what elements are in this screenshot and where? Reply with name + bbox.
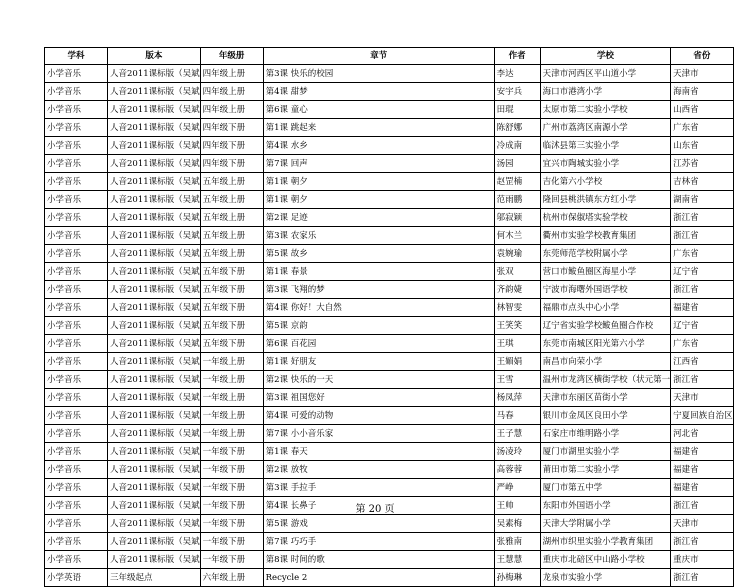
cell-chapter: 第1课 跳起来 — [263, 119, 494, 137]
cell-edition: 人音2011课标版（吴斌 — [108, 281, 201, 299]
cell-grade-volume: 五年级上册 — [200, 173, 263, 191]
cell-author: 何木兰 — [494, 227, 540, 245]
cell-province: 天津市 — [671, 65, 734, 83]
cell-school: 吉化第六小学校 — [540, 173, 671, 191]
cell-grade-volume: 一年级上册 — [200, 425, 263, 443]
cell-subject: 小学音乐 — [45, 137, 108, 155]
cell-school: 银川市金凤区良田小学 — [540, 407, 671, 425]
cell-subject: 小学音乐 — [45, 533, 108, 551]
cell-school: 辽宁省实验学校鲅鱼圈合作校 — [540, 317, 671, 335]
cell-school: 营口市鲅鱼圈区海星小学 — [540, 263, 671, 281]
cell-province: 吉林省 — [671, 173, 734, 191]
cell-subject: 小学音乐 — [45, 479, 108, 497]
cell-chapter: 第3课 农家乐 — [263, 227, 494, 245]
cell-chapter: 第3课 飞翔的梦 — [263, 281, 494, 299]
cell-grade-volume: 一年级下册 — [200, 443, 263, 461]
cell-chapter: 第8课 时间的歌 — [263, 551, 494, 569]
cell-province: 辽宁省 — [671, 263, 734, 281]
cell-chapter: 第4课 长鼻子 — [263, 497, 494, 515]
cell-author: 王笑笑 — [494, 317, 540, 335]
cell-subject: 小学音乐 — [45, 209, 108, 227]
cell-author: 李达 — [494, 65, 540, 83]
table-row — [45, 209, 734, 227]
cell-edition: 人音2011课标版（吴斌 — [108, 83, 201, 101]
cell-author: 王子慧 — [494, 425, 540, 443]
cell-edition: 人音2011课标版（吴斌 — [108, 335, 201, 353]
cell-grade-volume: 四年级上册 — [200, 83, 263, 101]
cell-chapter: 第4课 你好！大自然 — [263, 299, 494, 317]
cell-subject: 小学音乐 — [45, 515, 108, 533]
cell-author: 严峥 — [494, 479, 540, 497]
cell-grade-volume: 五年级下册 — [200, 281, 263, 299]
cell-province: 浙江省 — [671, 371, 734, 389]
cell-school: 临沭县第三实验小学 — [540, 137, 671, 155]
cell-chapter: 第2课 快乐的一天 — [263, 371, 494, 389]
cell-school: 海口市港湾小学 — [540, 83, 671, 101]
cell-province: 天津市 — [671, 515, 734, 533]
table-row — [45, 389, 734, 407]
cell-edition: 人音2011课标版（吴斌 — [108, 533, 201, 551]
table-row — [45, 191, 734, 209]
cell-school: 天津大学附属小学 — [540, 515, 671, 533]
cell-school: 杭州市保俶塔实验学校 — [540, 209, 671, 227]
cell-grade-volume: 四年级上册 — [200, 101, 263, 119]
cell-author: 陈舒娜 — [494, 119, 540, 137]
cell-subject: 小学音乐 — [45, 425, 108, 443]
cell-province: 海南省 — [671, 83, 734, 101]
cell-edition: 人音2011课标版（吴斌 — [108, 425, 201, 443]
cell-grade-volume: 一年级上册 — [200, 353, 263, 371]
cell-chapter: 第1课 朝夕 — [263, 173, 494, 191]
cell-author: 冷成南 — [494, 137, 540, 155]
table-row — [45, 317, 734, 335]
table-row — [45, 299, 734, 317]
cell-grade-volume: 五年级下册 — [200, 317, 263, 335]
cell-subject: 小学音乐 — [45, 353, 108, 371]
cell-school: 隆回县桃洪镇东方红小学 — [540, 191, 671, 209]
column-header-province: 省份 — [671, 48, 734, 65]
cell-subject: 小学音乐 — [45, 461, 108, 479]
cell-province: 福建省 — [671, 461, 734, 479]
cell-subject: 小学音乐 — [45, 497, 108, 515]
cell-grade-volume: 一年级下册 — [200, 515, 263, 533]
cell-school: 天津市河西区平山道小学 — [540, 65, 671, 83]
cell-edition: 人音2011课标版（吴斌 — [108, 515, 201, 533]
cell-province: 湖南省 — [671, 191, 734, 209]
cell-province: 浙江省 — [671, 209, 734, 227]
cell-subject: 小学英语 — [45, 569, 108, 587]
cell-school: 龙泉市实验小学 — [540, 569, 671, 587]
cell-province: 重庆市 — [671, 551, 734, 569]
cell-province: 福建省 — [671, 479, 734, 497]
cell-school: 广州市荔湾区南源小学 — [540, 119, 671, 137]
cell-chapter: 第6课 童心 — [263, 101, 494, 119]
cell-chapter: 第1课 春景 — [263, 263, 494, 281]
cell-author: 赵罡楠 — [494, 173, 540, 191]
table-row — [45, 479, 734, 497]
cell-subject: 小学音乐 — [45, 371, 108, 389]
page-number: 第 20 页 — [355, 504, 395, 515]
cell-school: 福鼎市点头中心小学 — [540, 299, 671, 317]
cell-grade-volume: 五年级上册 — [200, 191, 263, 209]
cell-edition: 人音2011课标版（吴斌 — [108, 119, 201, 137]
cell-grade-volume: 五年级下册 — [200, 335, 263, 353]
cell-grade-volume: 四年级下册 — [200, 155, 263, 173]
cell-province: 浙江省 — [671, 281, 734, 299]
cell-province: 广东省 — [671, 245, 734, 263]
cell-edition: 人音2011课标版（吴斌 — [108, 479, 201, 497]
cell-province: 辽宁省 — [671, 317, 734, 335]
cell-author: 张雅南 — [494, 533, 540, 551]
cell-province: 福建省 — [671, 443, 734, 461]
cell-edition: 三年级起点 — [108, 569, 201, 587]
cell-subject: 小学音乐 — [45, 335, 108, 353]
cell-school: 南昌市向荣小学 — [540, 353, 671, 371]
cell-edition: 人音2011课标版（吴斌 — [108, 245, 201, 263]
cell-chapter: 第7课 巧巧手 — [263, 533, 494, 551]
cell-chapter: 第7课 小小音乐家 — [263, 425, 494, 443]
cell-province: 河北省 — [671, 425, 734, 443]
cell-subject: 小学音乐 — [45, 227, 108, 245]
cell-grade-volume: 六年级上册 — [200, 569, 263, 587]
cell-subject: 小学音乐 — [45, 191, 108, 209]
cell-school: 宁波市海曙外国语学校 — [540, 281, 671, 299]
cell-grade-volume: 四年级下册 — [200, 119, 263, 137]
column-header-edition: 版本 — [108, 48, 201, 65]
cell-edition: 人音2011课标版（吴斌 — [108, 443, 201, 461]
cell-grade-volume: 五年级上册 — [200, 227, 263, 245]
cell-subject: 小学音乐 — [45, 245, 108, 263]
table-row — [45, 335, 734, 353]
cell-subject: 小学音乐 — [45, 119, 108, 137]
table-row — [45, 371, 734, 389]
cell-grade-volume: 五年级下册 — [200, 299, 263, 317]
cell-chapter: 第2课 放牧 — [263, 461, 494, 479]
table-row — [45, 137, 734, 155]
cell-grade-volume: 四年级上册 — [200, 65, 263, 83]
table-row — [45, 263, 734, 281]
cell-province: 福建省 — [671, 299, 734, 317]
cell-subject: 小学音乐 — [45, 551, 108, 569]
cell-author: 安宇兵 — [494, 83, 540, 101]
cell-chapter: 第4课 可爱的动物 — [263, 407, 494, 425]
table-row — [45, 281, 734, 299]
cell-author: 齐韵婕 — [494, 281, 540, 299]
cell-province: 江苏省 — [671, 155, 734, 173]
table-row — [45, 551, 734, 569]
cell-school: 温州市龙湾区横街学校（状元第一 — [540, 371, 671, 389]
cell-subject: 小学音乐 — [45, 173, 108, 191]
cell-chapter: 第4课 水乡 — [263, 137, 494, 155]
cell-chapter: 第1课 春天 — [263, 443, 494, 461]
cell-school: 重庆市北碚区中山路小学校 — [540, 551, 671, 569]
cell-edition: 人音2011课标版（吴斌 — [108, 65, 201, 83]
cell-edition: 人音2011课标版（吴斌 — [108, 299, 201, 317]
cell-chapter: Recycle 2 — [263, 569, 494, 587]
cell-school: 石家庄市维明路小学 — [540, 425, 671, 443]
cell-grade-volume: 一年级上册 — [200, 389, 263, 407]
cell-edition: 人音2011课标版（吴斌 — [108, 389, 201, 407]
cell-author: 王慧慧 — [494, 551, 540, 569]
table-row — [45, 443, 734, 461]
cell-author: 袁婉瑜 — [494, 245, 540, 263]
cell-grade-volume: 一年级下册 — [200, 551, 263, 569]
cell-school: 宜兴市陶城实验小学 — [540, 155, 671, 173]
cell-school: 衢州市实验学校教育集团 — [540, 227, 671, 245]
cell-province: 浙江省 — [671, 497, 734, 515]
cell-school: 厦门市湖里实验小学 — [540, 443, 671, 461]
cell-edition: 人音2011课标版（吴斌 — [108, 173, 201, 191]
table-row — [45, 569, 734, 587]
cell-subject: 小学音乐 — [45, 389, 108, 407]
cell-grade-volume: 五年级上册 — [200, 245, 263, 263]
cell-edition: 人音2011课标版（吴斌 — [108, 263, 201, 281]
cell-author: 张双 — [494, 263, 540, 281]
table-row — [45, 533, 734, 551]
cell-grade-volume: 五年级上册 — [200, 209, 263, 227]
column-header-grade-volume: 年级册 — [200, 48, 263, 65]
cell-province: 广东省 — [671, 335, 734, 353]
cell-edition: 人音2011课标版（吴斌 — [108, 551, 201, 569]
cell-school: 太原市第二实验小学校 — [540, 101, 671, 119]
cell-subject: 小学音乐 — [45, 101, 108, 119]
cell-chapter: 第4课 甜梦 — [263, 83, 494, 101]
cell-chapter: 第5课 京韵 — [263, 317, 494, 335]
cell-chapter: 第6课 百花园 — [263, 335, 494, 353]
cell-province: 山西省 — [671, 101, 734, 119]
cell-edition: 人音2011课标版（吴斌 — [108, 407, 201, 425]
cell-chapter: 第5课 游戏 — [263, 515, 494, 533]
cell-grade-volume: 一年级下册 — [200, 497, 263, 515]
cell-chapter: 第2课 足迹 — [263, 209, 494, 227]
cell-edition: 人音2011课标版（吴斌 — [108, 317, 201, 335]
column-header-subject: 学科 — [45, 48, 108, 65]
cell-province: 江西省 — [671, 353, 734, 371]
cell-school: 厦门市第五中学 — [540, 479, 671, 497]
cell-province: 天津市 — [671, 389, 734, 407]
table-row — [45, 155, 734, 173]
cell-grade-volume: 四年级下册 — [200, 137, 263, 155]
cell-chapter: 第1课 好朋友 — [263, 353, 494, 371]
cell-grade-volume: 五年级下册 — [200, 263, 263, 281]
table-row — [45, 83, 734, 101]
cell-edition: 人音2011课标版（吴斌 — [108, 137, 201, 155]
cell-subject: 小学音乐 — [45, 65, 108, 83]
table-row — [45, 461, 734, 479]
cell-edition: 人音2011课标版（吴斌 — [108, 227, 201, 245]
table-row — [45, 65, 734, 83]
cell-province: 浙江省 — [671, 569, 734, 587]
cell-author: 孙梅琳 — [494, 569, 540, 587]
cell-subject: 小学音乐 — [45, 263, 108, 281]
table-row — [45, 245, 734, 263]
cell-chapter: 第5课 故乡 — [263, 245, 494, 263]
cell-author: 高蓉蓉 — [494, 461, 540, 479]
table-row — [45, 425, 734, 443]
cell-province: 浙江省 — [671, 533, 734, 551]
cell-school: 莆田市第二实验小学 — [540, 461, 671, 479]
cell-chapter: 第1课 朝夕 — [263, 191, 494, 209]
cell-author: 马春 — [494, 407, 540, 425]
cell-grade-volume: 一年级下册 — [200, 479, 263, 497]
cell-school: 东莞市南城区阳光第六小学 — [540, 335, 671, 353]
table-row — [45, 353, 734, 371]
cell-author: 王雪 — [494, 371, 540, 389]
cell-subject: 小学音乐 — [45, 317, 108, 335]
cell-school: 天津市东丽区苗街小学 — [540, 389, 671, 407]
column-header-school: 学校 — [540, 48, 671, 65]
cell-grade-volume: 一年级上册 — [200, 407, 263, 425]
cell-province: 广东省 — [671, 119, 734, 137]
cell-province: 浙江省 — [671, 227, 734, 245]
cell-edition: 人音2011课标版（吴斌 — [108, 461, 201, 479]
cell-chapter: 第3课 手拉手 — [263, 479, 494, 497]
cell-subject: 小学音乐 — [45, 443, 108, 461]
cell-author: 林智雯 — [494, 299, 540, 317]
cell-edition: 人音2011课标版（吴斌 — [108, 155, 201, 173]
cell-edition: 人音2011课标版（吴斌 — [108, 191, 201, 209]
cell-subject: 小学音乐 — [45, 83, 108, 101]
cell-author: 范雨鹏 — [494, 191, 540, 209]
table-header-row — [45, 48, 734, 65]
cell-chapter: 第7课 回声 — [263, 155, 494, 173]
cell-edition: 人音2011课标版（吴斌 — [108, 353, 201, 371]
cell-author: 汤园 — [494, 155, 540, 173]
cell-edition: 人音2011课标版（吴斌 — [108, 371, 201, 389]
table-row — [45, 119, 734, 137]
cell-chapter: 第3课 快乐的校园 — [263, 65, 494, 83]
cell-subject: 小学音乐 — [45, 281, 108, 299]
column-header-chapter: 章节 — [263, 48, 494, 65]
cell-grade-volume: 一年级上册 — [200, 371, 263, 389]
cell-author: 吴素梅 — [494, 515, 540, 533]
cell-subject: 小学音乐 — [45, 299, 108, 317]
cell-school: 东莞师范学校附属小学 — [540, 245, 671, 263]
column-header-author: 作者 — [494, 48, 540, 65]
cell-school: 湖州市织里实验小学教育集团 — [540, 533, 671, 551]
cell-author: 杨凤萍 — [494, 389, 540, 407]
cell-author: 王琪 — [494, 335, 540, 353]
cell-edition: 人音2011课标版（吴斌 — [108, 209, 201, 227]
table-row — [45, 227, 734, 245]
cell-author: 邬寂颖 — [494, 209, 540, 227]
cell-edition: 人音2011课标版（吴斌 — [108, 101, 201, 119]
table-row — [45, 173, 734, 191]
table-row — [45, 407, 734, 425]
cell-grade-volume: 一年级下册 — [200, 461, 263, 479]
cell-school: 东阳市外国语小学 — [540, 497, 671, 515]
cell-subject: 小学音乐 — [45, 155, 108, 173]
cell-author: 王媚娟 — [494, 353, 540, 371]
cell-chapter: 第3课 祖国您好 — [263, 389, 494, 407]
cell-subject: 小学音乐 — [45, 407, 108, 425]
cell-author: 王帅 — [494, 497, 540, 515]
cell-author: 田琨 — [494, 101, 540, 119]
cell-edition: 人音2011课标版（吴斌 — [108, 497, 201, 515]
table-row — [45, 101, 734, 119]
cell-author: 汤凌玲 — [494, 443, 540, 461]
cell-grade-volume: 一年级下册 — [200, 533, 263, 551]
cell-province: 宁夏回族自治区 — [671, 407, 734, 425]
cell-province: 山东省 — [671, 137, 734, 155]
